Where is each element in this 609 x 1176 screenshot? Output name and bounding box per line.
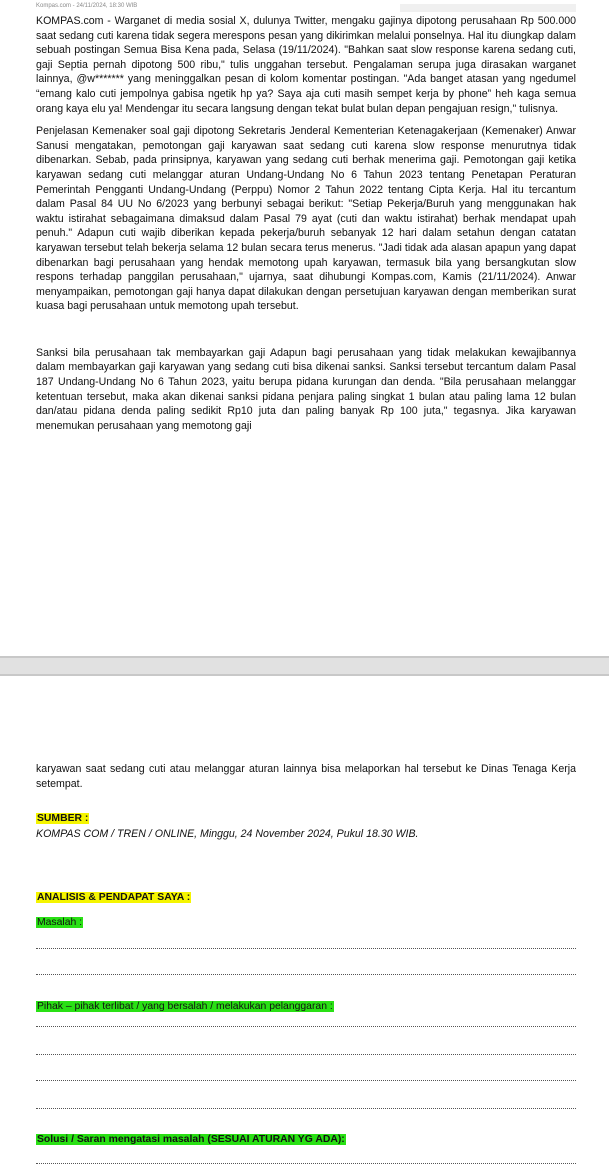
answer-line[interactable]: [36, 1163, 576, 1164]
article-paragraph-2: Penjelasan Kemenaker soal gaji dipotong Sekretaris Jenderal Kementerian Ketenagakerjaan (Kemenaker) Anwar Sanusi mengatakan, pemotongan gaji karyawan saat sedang cuti karena slow response menurutnya tidak dibenarkan. Sebab, pada prinsipnya, karyawan yang sedang cuti berhak menerima gaji. Pemotongan gaji ketika karyawan sedang cuti melanggar aturan Undang-Undang No 6 Tahun 2023 tentang Penetapan Peraturan Pemerintah Pengganti Undang-Undang (Perppu) Nomor 2 Tahun 2022 tentang Cipta Kerja. Hal itu tercantum dalam Pasal 84 UU No 6/2023 yang berbunyi sebagai berikut: "Setiap Pekerja/Buruh yang menggunakan hak waktu istirahat sebagaimana dimaksud dalam Pasal 79 ayat (cuti dan waktu istirahat) berhak mendapat upah penuh." Adapun cuti wajib diberikan kepada pekerja/buruh sebanyak 12 hari dalam setahun dengan catatan karyawan tersebut telah bekerja selama 12 bulan secara terus menerus. "Jadi tidak ada alasan apapun yang dapat dibenarkan bagi perusahaan yang hendak memotong upah karyawan, termasuk bila yang bersangkutan slow respons terhadap panggilan perusahaan," ujarnya, saat dihubungi Kompas.com, Kamis (21/11/2024). Anwar menyampaikan, pemotongan gaji hanya dapat dilakukan dengan persetujuan karyawan dengan memberikan surat kuasa bagi perusahaan untuk memotong upah tersebut.: [36, 125, 576, 313]
article-paragraph-1: KOMPAS.com - Warganet di media sosial X, dulunya Twitter, mengaku gajinya dipotong perusahaan Rp 500.000 saat sedang cuti karena tidak segera merespons pesan yang dikirimkan melalui ponselnya. Hal itu diungkap dalam sebuah postingan Semua Bisa Kena pada, Selasa (19/11/2024). "Bahkan saat slow response karena sedang cuti, gaji Septia pernah dipotong 500 ribu," tulis unggahan tersebut. Pengalaman serupa juga dirasakan warganet lainnya, @w******* yang meninggalkan pesan di kolom komentar postingan. "Ada banget atasan yang ngedumel “emang kalo cuti jempolnya gabisa ngetik hp ya? Saya aja cuti masih sempet kerja by phone” heh kaga semua orang kaya elu ya! Mendengar itu secara langsung dengan tekat bulat bulan depan pengajuan resign," tulisnya.: [36, 15, 576, 115]
answer-line[interactable]: [36, 1108, 576, 1109]
issue-label-wrapper: [36, 912, 83, 930]
issue-label: Masalah :: [37, 917, 83, 928]
source-label-wrapper: [36, 808, 89, 826]
parties-label-wrapper: [36, 996, 334, 1014]
article-paragraph-3: Sanksi bila perusahaan tak membayarkan gaji Adapun bagi perusahaan yang tidak melakukan kewajibannya dalam membayarkan gaji karyawan yang sedang cuti bisa dikenai sanksi. Sanksi tersebut tercantum dalam Pasal 187 Undang-Undang No 6 Tahun 2023, yaitu berupa pidana kurungan dan denda. "Bila perusahaan melanggar ketentuan tersebut, maka akan dikenai sanksi pidana penjara paling singkat 1 bulan atau paling lama 12 bulan dan/atau pidana denda paling sedikit Rp10 juta dan paling banyak Rp 100 juta," tegasnya. Jika karyawan menemukan perusahaan yang memotong gaji: [36, 346, 576, 432]
answer-line[interactable]: [36, 974, 576, 975]
analysis-title: ANALISIS & PENDAPAT SAYA :: [37, 892, 191, 903]
solution-label: Solusi / Saran mengatasi masalah (SESUAI ATURAN YG ADA):: [37, 1134, 345, 1145]
answer-line[interactable]: [36, 948, 576, 949]
article-continuation: karyawan saat sedang cuti atau melanggar aturan lainnya bisa melaporkan hal tersebut ke Dinas Tenaga Kerja setempat.: [36, 763, 576, 790]
analysis-title-wrapper: [36, 887, 191, 905]
parties-label: Pihak – pihak terlibat / yang bersalah / melakukan pelanggaran :: [37, 1001, 333, 1012]
answer-line[interactable]: [36, 1080, 576, 1081]
page-break-divider: [0, 656, 609, 676]
article-page-2: [36, 762, 576, 791]
article-page-1: [36, 14, 576, 433]
page-header-timestamp: Kompas.com - 24/11/2024, 18:30 WIB: [36, 3, 138, 9]
header-bar: [400, 4, 576, 12]
answer-line[interactable]: [36, 1026, 576, 1027]
answer-line[interactable]: [36, 1054, 576, 1055]
source-label: SUMBER :: [37, 813, 89, 824]
solution-label-wrapper: [36, 1129, 346, 1147]
source-text: KOMPAS COM / TREN / ONLINE, Minggu, 24 November 2024, Pukul 18.30 WIB.: [36, 828, 419, 840]
